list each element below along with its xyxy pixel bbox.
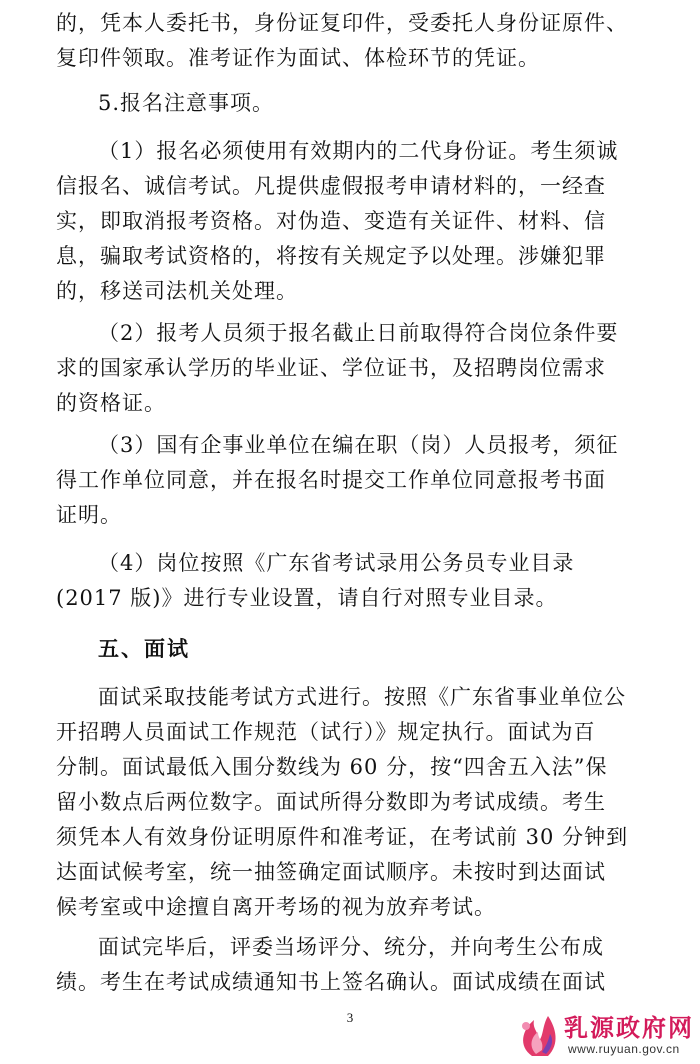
note4-paragraph [56, 546, 656, 616]
text-line: 须凭本人有效身份证明原件和准考证，在考试前 30 分钟到 [56, 825, 629, 849]
text-line: 面试完毕后，评委当场评分、统分，并向考生公布成 [98, 935, 604, 959]
note3-paragraph [56, 428, 656, 533]
text-line: 绩。考生在考试成绩通知书上签名确认。面试成绩在面试 [56, 970, 606, 994]
text-line: 得工作单位同意，并在报名时提交工作单位同意报考书面 [56, 468, 606, 492]
text-line: 实，即取消报考资格。对伪造、变造有关证件、材料、信 [56, 209, 606, 233]
text-line: 面试采取技能考试方式进行。按照《广东省事业单位公 [98, 685, 626, 709]
text-line: 求的国家承认学历的毕业证、学位证书，及招聘岗位需求 [56, 356, 606, 380]
intro-paragraph [56, 6, 656, 76]
text-line: 证明。 [56, 503, 122, 527]
item5-title [56, 86, 698, 121]
text-line: 分制。面试最低入围分数线为 60 分，按“四舍五入法”保 [56, 755, 608, 779]
flame-logo-icon [512, 1006, 568, 1062]
text-line: 的，凭本人委托书，身份证复印件，受委托人身份证原件、 [56, 11, 628, 35]
text-line: （2）报考人员须于报名截止日前取得符合岗位条件要 [98, 321, 619, 345]
text-line: 留小数点后两位数字。面试所得分数即为考试成绩。考生 [56, 790, 606, 814]
interview-paragraph-2 [56, 930, 656, 1000]
note1-paragraph [56, 134, 656, 309]
text-line: 息，骗取考试资格的，将按有关规定予以处理。涉嫌犯罪 [56, 244, 606, 268]
text-line: （4）岗位按照《广东省考试录用公务员专业目录 [98, 551, 575, 575]
text-line: 候考室或中途擅自离开考场的视为放弃考试。 [56, 895, 496, 919]
watermark-title: 乳源政府网 [564, 1013, 694, 1042]
text-line: 复印件领取。准考证作为面试、体检环节的凭证。 [56, 46, 540, 70]
site-watermark [512, 1006, 698, 1062]
page-number: 3 [346, 1010, 354, 1025]
text-line: 的资格证。 [56, 391, 166, 415]
note2-paragraph [56, 316, 656, 421]
text-line: （3）国有企事业单位在编在职（岗）人员报考，须征 [98, 433, 619, 457]
watermark-url: www.ruyuan.gov.cn [568, 1042, 680, 1056]
text-line: 达面试候考室，统一抽签确定面试顺序。未按时到达面试 [56, 860, 606, 884]
text-line: 5.报名注意事项。 [98, 91, 275, 115]
text-line: 的，移送司法机关处理。 [56, 279, 298, 303]
section-heading-interview: 五、面试 [98, 637, 190, 661]
text-line: 信报名、诚信考试。凡提供虚假报考申请材料的，一经查 [56, 174, 606, 198]
text-line: 开招聘人员面试工作规范（试行）》规定执行。面试为百 [56, 720, 596, 744]
text-line: （1）报名必须使用有效期内的二代身份证。考生须诚 [98, 139, 619, 163]
interview-paragraph-1 [56, 680, 656, 925]
text-line: (2017 版)》进行专业设置，请自行对照专业目录。 [56, 586, 558, 610]
